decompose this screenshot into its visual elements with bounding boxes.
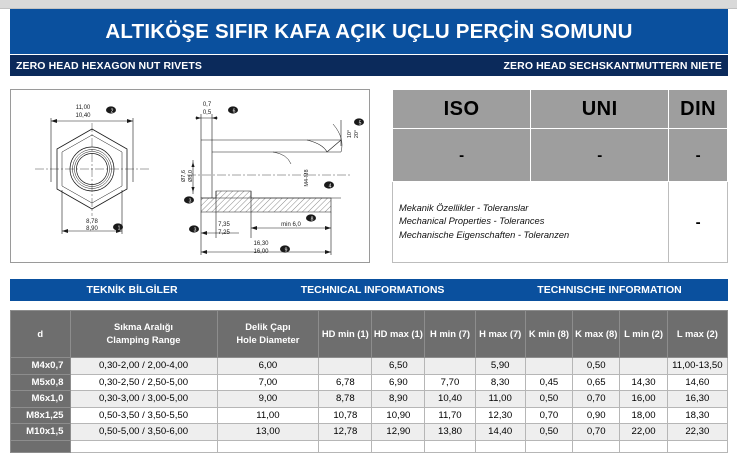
body-length-lower: 7,25 xyxy=(218,230,230,236)
page-title: ALTIKÖŞE SIFIR KAFA AÇIK UÇLU PERÇİN SOMUNU xyxy=(105,19,633,43)
cell-lmax xyxy=(667,440,727,452)
cell-d: M8x1,25 xyxy=(11,407,71,424)
cell-kmin: 0,50 xyxy=(525,391,572,408)
flange-thickness-upper: 0,7 xyxy=(202,102,212,108)
col-header-hole-diameter: Delik Çapı Hole Diameter xyxy=(217,311,319,358)
drawing-svg xyxy=(11,90,369,262)
cell-d xyxy=(11,440,71,452)
min-grip-label: min 6,0 xyxy=(281,222,301,228)
cell-d: M5x0,8 xyxy=(11,374,71,391)
callout-4 xyxy=(324,181,334,189)
cell-lmin xyxy=(620,358,667,375)
cell-kmin xyxy=(525,440,572,452)
cell-kmax: 0,50 xyxy=(573,358,620,375)
standards-value-row xyxy=(393,129,728,182)
col-header-hd-max: HD max (1) xyxy=(372,311,425,358)
front-width-upper: 11,00 xyxy=(75,105,91,111)
callout-2 xyxy=(106,106,116,114)
front-flats-upper: 8,78 xyxy=(86,219,98,225)
cell-hmin xyxy=(425,440,475,452)
cell-clamp: 0,30-3,00 / 3,00-5,00 xyxy=(70,391,217,408)
cell-kmin xyxy=(525,358,572,375)
cell-hmax: 8,30 xyxy=(475,374,525,391)
cell-lmin: 18,00 xyxy=(620,407,667,424)
title-bar xyxy=(10,9,728,54)
cell-hmax xyxy=(475,440,525,452)
page-header xyxy=(10,9,728,76)
cell-hdmin: 6,78 xyxy=(319,374,372,391)
cell-hmin: 11,70 xyxy=(425,407,475,424)
angle-lower: 20° xyxy=(354,129,360,139)
total-length-lower: 16,00 xyxy=(253,249,269,255)
standard-din-value: - xyxy=(669,129,728,182)
cell-clamp xyxy=(70,440,217,452)
cell-hole: 11,00 xyxy=(217,407,319,424)
cell-hmax: 11,00 xyxy=(475,391,525,408)
cell-d: M10x1,5 xyxy=(11,424,71,441)
col-header-hd-min: HD min (1) xyxy=(319,311,372,358)
cell-lmax: 22,30 xyxy=(667,424,727,441)
svg-text:9: 9 xyxy=(284,247,288,254)
cell-hdmax: 10,90 xyxy=(372,407,425,424)
cell-hdmax xyxy=(372,440,425,452)
standard-iso-value: - xyxy=(393,129,531,182)
svg-text:1: 1 xyxy=(117,225,121,232)
cell-hdmin: 12,78 xyxy=(319,424,372,441)
tolerances-note-tr: Mekanik Özellikler - Toleranslar xyxy=(399,202,529,213)
standard-uni-header: UNI xyxy=(531,90,669,129)
cell-d: M4x0,7 xyxy=(11,358,71,375)
callout-5 xyxy=(354,118,364,126)
bore-lower: Ø8,0 xyxy=(188,170,194,182)
cell-hole: 9,00 xyxy=(217,391,319,408)
cell-hdmax: 6,50 xyxy=(372,358,425,375)
cell-lmin: 14,30 xyxy=(620,374,667,391)
technical-drawing xyxy=(10,89,370,263)
subtitle-bar xyxy=(10,54,728,76)
cell-clamp: 0,50-5,00 / 3,50-6,00 xyxy=(70,424,217,441)
cell-kmin: 0,45 xyxy=(525,374,572,391)
cell-hdmin xyxy=(319,358,372,375)
svg-text:3: 3 xyxy=(188,198,192,205)
specs-table-wrap xyxy=(10,310,728,453)
svg-text:2: 2 xyxy=(110,108,114,115)
table-row xyxy=(11,391,728,408)
cell-lmin: 22,00 xyxy=(620,424,667,441)
cell-hmax: 5,90 xyxy=(475,358,525,375)
tolerances-note xyxy=(393,182,669,263)
table-row xyxy=(11,358,728,375)
bore-upper: Ø7,6 xyxy=(181,170,187,182)
tech-info-label-de: TECHNISCHE INFORMATION xyxy=(537,284,682,296)
table-row xyxy=(11,424,728,441)
front-flats-lower: 8,90 xyxy=(86,226,98,232)
cell-hmin: 7,70 xyxy=(425,374,475,391)
total-length-upper: 16,30 xyxy=(253,241,269,247)
cell-lmin: 16,00 xyxy=(620,391,667,408)
body-length-upper: 7,35 xyxy=(218,222,230,228)
standard-uni-value: - xyxy=(531,129,669,182)
cell-lmax: 11,00-13,50 xyxy=(667,358,727,375)
cell-kmax: 0,65 xyxy=(573,374,620,391)
cell-hdmin: 10,78 xyxy=(319,407,372,424)
tech-info-label-en: TECHNICAL INFORMATIONS xyxy=(300,284,445,296)
cell-hdmin: 8,78 xyxy=(319,391,372,408)
callout-8 xyxy=(306,214,316,222)
tolerances-value: - xyxy=(669,182,728,263)
cell-hole: 7,00 xyxy=(217,374,319,391)
cell-hdmax: 12,90 xyxy=(372,424,425,441)
cell-kmax: 0,70 xyxy=(573,391,620,408)
tech-info-label-tr: TEKNİK BİLGİLER xyxy=(86,284,178,296)
top-strip xyxy=(0,0,737,9)
cell-hmin: 13,80 xyxy=(425,424,475,441)
cell-hole: 13,00 xyxy=(217,424,319,441)
specs-body xyxy=(11,358,728,453)
cell-kmin: 0,50 xyxy=(525,424,572,441)
cell-hmax: 14,40 xyxy=(475,424,525,441)
standards-header-row xyxy=(393,90,728,129)
cell-kmax xyxy=(573,440,620,452)
svg-text:4: 4 xyxy=(328,183,332,190)
col-header-l-min: L min (2) xyxy=(620,311,667,358)
tolerances-note-de: Mechanische Eigenschaften - Toleranzen xyxy=(399,229,570,240)
cell-lmin xyxy=(620,440,667,452)
standard-iso-header: ISO xyxy=(393,90,531,129)
tech-info-bar xyxy=(10,279,728,301)
cell-hole xyxy=(217,440,319,452)
specs-header-row xyxy=(11,311,728,358)
thread-label: M4-M8 xyxy=(304,169,310,187)
flange-thickness-lower: 0,5 xyxy=(202,110,212,116)
col-header-clamping-range: Sıkma Aralığı Clamping Range xyxy=(70,311,217,358)
cell-kmax: 0,70 xyxy=(573,424,620,441)
cell-lmax: 18,30 xyxy=(667,407,727,424)
standards-table xyxy=(392,89,728,263)
col-header-h-max: H max (7) xyxy=(475,311,525,358)
col-header-k-max: K max (8) xyxy=(573,311,620,358)
subtitle-german: ZERO HEAD SECHSKANTMUTTERN NIETE xyxy=(503,59,722,72)
svg-text:6: 6 xyxy=(232,108,236,115)
cell-clamp: 0,30-2,50 / 2,50-5,00 xyxy=(70,374,217,391)
cell-hmax: 12,30 xyxy=(475,407,525,424)
standards-notes-row xyxy=(393,182,728,263)
standard-din-header: DIN xyxy=(669,90,728,129)
svg-text:8: 8 xyxy=(310,216,314,223)
cell-hmin: 10,40 xyxy=(425,391,475,408)
cell-clamp: 0,30-2,00 / 2,00-4,00 xyxy=(70,358,217,375)
col-header-l-max: L max (2) xyxy=(667,311,727,358)
specs-table xyxy=(10,310,728,453)
cell-hdmax: 8,90 xyxy=(372,391,425,408)
cell-d: M6x1,0 xyxy=(11,391,71,408)
drawing-and-standards xyxy=(10,89,728,265)
col-header-h-min: H min (7) xyxy=(425,311,475,358)
callout-1 xyxy=(113,223,123,231)
cell-clamp: 0,50-3,50 / 3,50-5,50 xyxy=(70,407,217,424)
table-row-partial xyxy=(11,440,728,452)
table-row xyxy=(11,374,728,391)
angle-upper: 10° xyxy=(347,129,353,139)
cell-kmax: 0,90 xyxy=(573,407,620,424)
cell-hdmax: 6,90 xyxy=(372,374,425,391)
cell-hmin xyxy=(425,358,475,375)
svg-text:5: 5 xyxy=(358,120,362,127)
cell-lmax: 16,30 xyxy=(667,391,727,408)
cell-hdmin xyxy=(319,440,372,452)
subtitle-english: ZERO HEAD HEXAGON NUT RIVETS xyxy=(16,59,202,72)
cell-kmin: 0,70 xyxy=(525,407,572,424)
callout-3-bore xyxy=(184,196,194,204)
svg-text:3: 3 xyxy=(193,227,197,234)
callout-6 xyxy=(228,106,238,114)
cell-lmax: 14,60 xyxy=(667,374,727,391)
tolerances-note-en: Mechanical Properties - Tolerances xyxy=(399,216,545,227)
cell-hole: 6,00 xyxy=(217,358,319,375)
front-width-lower: 10,40 xyxy=(75,113,91,119)
callout-3-length xyxy=(189,225,199,233)
col-header-d: d xyxy=(11,311,71,358)
table-row xyxy=(11,407,728,424)
col-header-k-min: K min (8) xyxy=(525,311,572,358)
